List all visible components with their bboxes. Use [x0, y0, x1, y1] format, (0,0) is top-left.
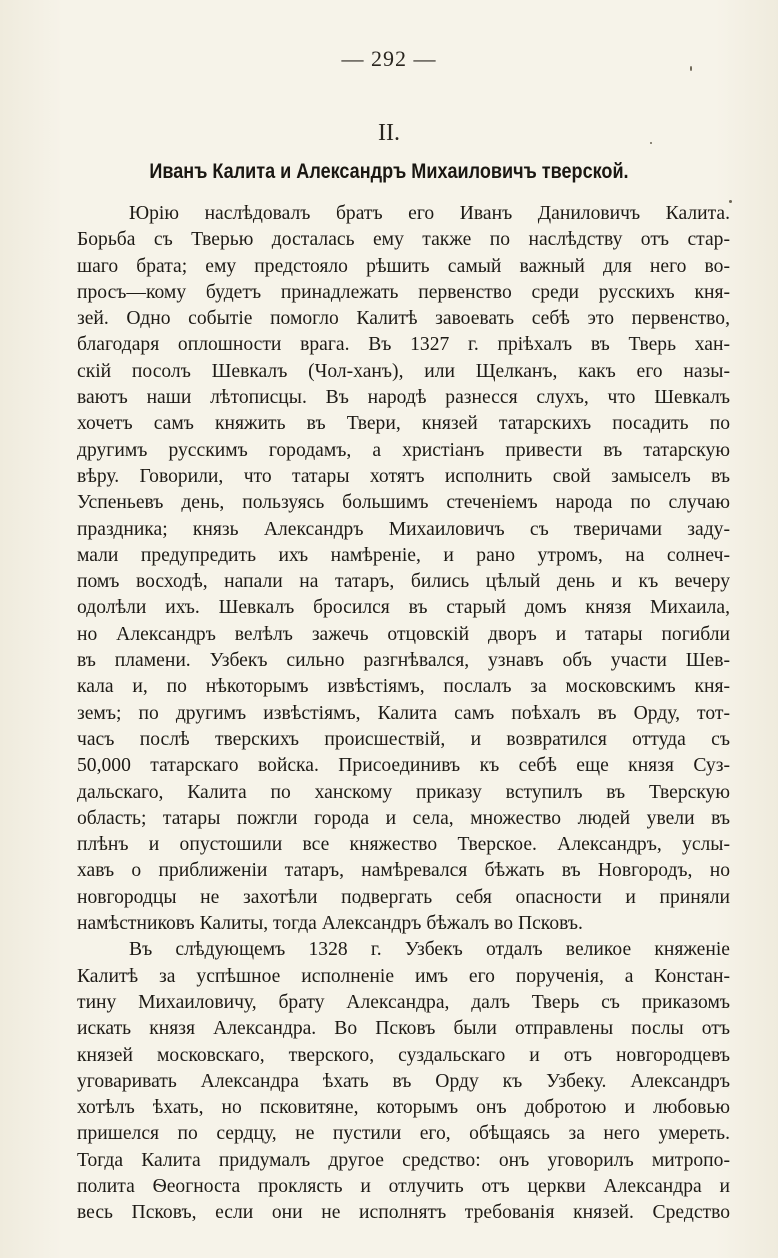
text-line: часъ послѣ тверскихъ происшествій, и возвратился оттуда съ: [77, 728, 730, 750]
text-line: Юрію наслѣдовалъ братъ его Иванъ Даниловичъ Калита.: [129, 203, 730, 224]
text-line: зей. Одно событіе помогло Калитѣ завоевать себѣ это первенство,: [77, 308, 730, 330]
text-line: праздника; князь Александръ Михаиловичъ съ тверичами заду-: [77, 518, 730, 540]
text-line: помъ восходѣ, напали на татаръ, бились цѣлый день и къ вечеру: [77, 571, 730, 593]
text-line: 50,000 татарскаго войска. Присоединивъ къ себѣ еще князя Суз-: [77, 755, 730, 777]
text-line: хочетъ самъ княжить въ Твери, князей татарскихъ посадить по: [77, 413, 730, 435]
text-line: въ пламени. Узбекъ сильно разгнѣвался, узнавъ объ участи Шев-: [77, 650, 730, 672]
text-line: но Александръ велѣлъ зажечь отцовскій дворъ и татары погибли: [77, 623, 730, 645]
text-line: просъ—кому будетъ принадлежать первенство среди русскихъ кня-: [77, 281, 730, 303]
text-line: шаго брата; ему предстояло рѣшить самый важный для него во-: [77, 255, 730, 277]
text-line: искать князя Александра. Во Псковъ были отправлены послы отъ: [77, 1018, 730, 1040]
text-line: Калитѣ за успѣшное исполненіе имъ его порученія, а Констан-: [77, 965, 730, 987]
text-line: Борьба съ Тверью досталась ему также по наслѣдству отъ стар-: [77, 229, 730, 251]
paper-speck: [729, 200, 732, 203]
text-line: другимъ русскимъ городамъ, а христіанъ привести въ татарскую: [77, 439, 730, 461]
text-line: мали предупредить ихъ намѣреніе, и рано утромъ, на солнеч-: [77, 544, 730, 566]
text-line: ваютъ наши лѣтописцы. Въ народѣ разнесся слухъ, что Шевкалъ: [77, 387, 730, 409]
text-line: князей московскаго, тверского, суздальскаго и отъ новгородцевъ: [77, 1044, 730, 1066]
text-line: весь Псковъ, если они не исполнятъ требованія князей. Средство: [77, 1202, 730, 1224]
text-line: Въ слѣдующемъ 1328 г. Узбекъ отдалъ великое княженіе: [129, 939, 730, 961]
text-line: область; татары пожгли города и села, множество людей увели въ: [77, 807, 730, 829]
text-line: одолѣли ихъ. Шевкалъ бросился въ старый домъ князя Михаила,: [77, 597, 730, 619]
text-line: плѣнъ и опустошили все княжество Тверское. Александръ, услы-: [77, 834, 730, 856]
page-number: — 292 —: [341, 46, 437, 71]
text-line: пришелся по сердцу, не пустили его, обѣщаясь за него умереть.: [77, 1123, 730, 1145]
text-line: полита Ѳеогноста проклясть и отлучить отъ церкви Александра и: [77, 1175, 730, 1197]
paper-speck: [690, 66, 692, 71]
text-line: скій посолъ Шевкалъ (Чол-ханъ), или Щелканъ, какъ его назы-: [77, 360, 730, 382]
text-line: кала и, по нѣкоторымъ извѣстіямъ, послалъ за московскимъ кня-: [77, 676, 730, 698]
paper-speck: [650, 142, 652, 144]
text-line: дальскаго, Калита по ханскому приказу вступилъ въ Тверскую: [77, 781, 730, 803]
text-line: Тогда Калита придумалъ другое средство: онъ уговорилъ митропо-: [77, 1149, 730, 1171]
text-line: благодаря оплошности врага. Въ 1327 г. пріѣхалъ въ Тверь хан-: [77, 334, 730, 356]
text-line: новгородцы не захотѣли подвергать себя опасности и приняли: [77, 886, 730, 908]
text-line: хотѣлъ ѣхать, но псковитяне, которымъ онъ добротою и любовью: [77, 1097, 730, 1119]
text-line: вѣру. Говорили, что татары хотятъ исполнить свой замыселъ въ: [77, 465, 730, 487]
text-line: хавъ о приближеніи татаръ, намѣревался бѣжать въ Новгородъ, но: [77, 860, 730, 882]
text-line: тину Михаиловичу, брату Александра, далъ Тверь съ приказомъ: [77, 991, 730, 1013]
text-line: намѣстниковъ Калиты, тогда Александръ бѣжалъ во Псковъ.: [77, 913, 583, 935]
text-line: земъ; по другимъ извѣстіямъ, Калита самъ поѣхалъ въ Орду, тот-: [77, 702, 730, 724]
body-text: [77, 201, 730, 1227]
text-line: Успеньевъ день, пользуясь большимъ стеченіемъ народа по случаю: [77, 492, 730, 514]
chapter-title: Иванъ Калита и Александръ Михаиловичъ тверской.: [149, 160, 629, 183]
section-number: II.: [378, 120, 400, 146]
text-line: уговаривать Александра ѣхать въ Орду къ Узбеку. Александръ: [77, 1070, 730, 1092]
